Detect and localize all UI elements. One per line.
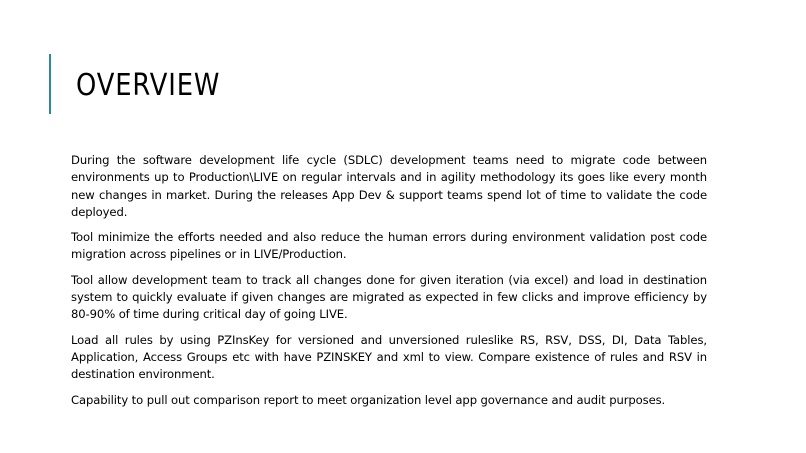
paragraph-effort-reduction: Tool minimize the efforts needed and also reduce the human errors during environment validation post code migration across pipelines or in LIVE/Production. — [71, 230, 707, 262]
paragraph-rule-loading: Load all rules by using PZInsKey for versioned and unversioned ruleslike RS, RSV, DSS, DI, Data Tables, Application, Access Groups etc with have PZINSKEY and xml to view. Compare existence of rules and RSV in destination environment. — [71, 332, 707, 382]
paragraph-change-tracking: Tool allow development team to track all changes done for given iteration (via excel) and load in destination system to quickly evaluate if given changes are migrated as expected in few clicks and improve efficiency by 80-90% of time during critical day of going LIVE. — [71, 272, 707, 322]
slide-title: OVERVIEW — [76, 68, 221, 103]
title-accent-bar — [49, 54, 51, 114]
paragraph-comparison-report: Capability to pull out comparison report to meet organization level app governance and audit purposes. — [71, 392, 666, 407]
slide-body — [71, 152, 707, 417]
paragraph-sdlc-context: During the software development life cycle (SDLC) development teams need to migrate code between environments up to Production\LIVE on regular intervals and in agility methodology its goes like every month new changes in market. During the releases App Dev & support teams spend lot of time to validate the code deployed. — [71, 153, 707, 219]
